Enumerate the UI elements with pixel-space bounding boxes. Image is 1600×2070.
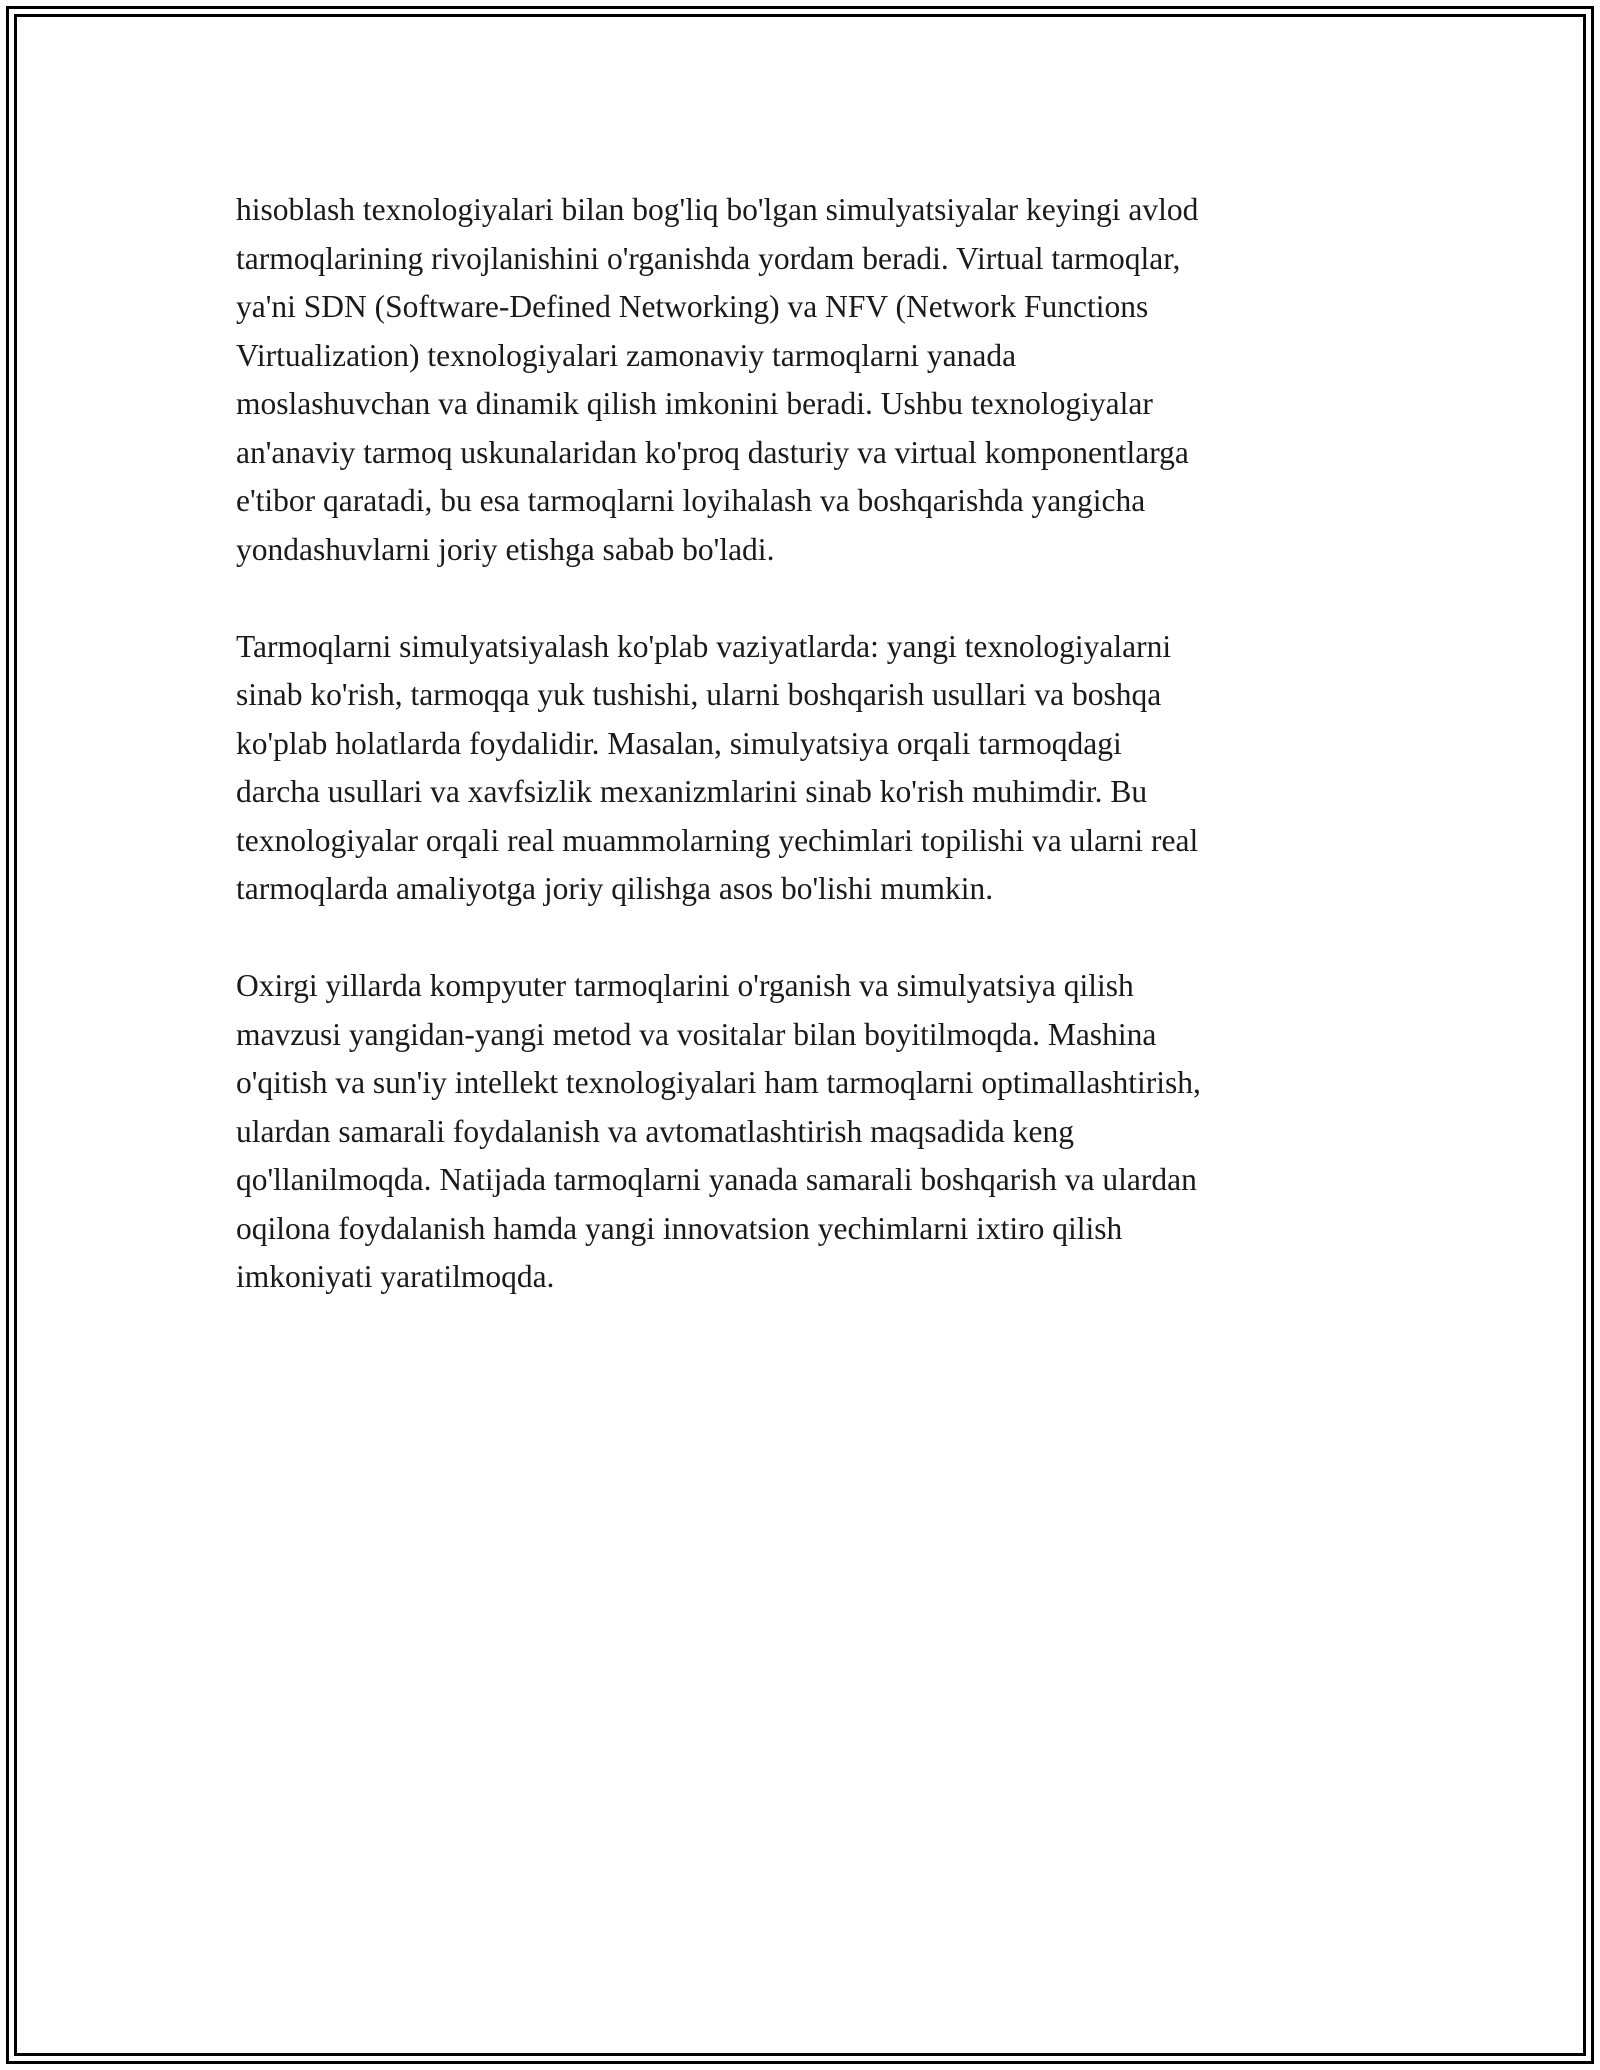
text-line: tarmoqlarining rivojlanishini o'rganishda yordam beradi. Virtual tarmoqlar, bbox=[236, 240, 1181, 276]
text-line: ya'ni SDN (Software-Defined Networking) va NFV (Network Functions bbox=[236, 289, 1149, 324]
text-line: oqilona foydalanish hamda yangi innovatsion yechimlarni ixtiro qilish bbox=[236, 1210, 1123, 1246]
text-line: qo'llanilmoqda. Natijada tarmoqlarni yanada samarali boshqarish va ulardan bbox=[236, 1162, 1197, 1197]
text-line: tarmoqlarda amaliyotga joriy qilishga asos bo'lishi mumkin. bbox=[236, 871, 994, 906]
paragraph-1 bbox=[236, 186, 1376, 574]
text-line: mavzusi yangidan-yangi metod va vositalar bilan boyitilmoqda. Mashina bbox=[236, 1016, 1157, 1052]
text-line: yondashuvlarni joriy etishga sabab bo'ladi. bbox=[236, 531, 775, 567]
text-line: ko'plab holatlarda foydalidir. Masalan, simulyatsiya orqali tarmoqdagi bbox=[236, 725, 1122, 761]
text-line: imkoniyati yaratilmoqda. bbox=[236, 1259, 555, 1294]
text-line: e'tibor qaratadi, bu esa tarmoqlarni loyihalash va boshqarishda yangicha bbox=[236, 483, 1146, 518]
text-line: Tarmoqlarni simulyatsiyalash ko'plab vaziyatlarda: yangi texnologiyalarni bbox=[236, 628, 1172, 664]
text-line: hisoblash texnologiyalari bilan bog'liq bo'lgan simulyatsiyalar keyingi avlod bbox=[236, 192, 1199, 227]
text-line: sinab ko'rish, tarmoqqa yuk tushishi, ularni boshqarish usullari va boshqa bbox=[236, 677, 1162, 712]
text-line: moslashuvchan va dinamik qilish imkonini beradi. Ushbu texnologiyalar bbox=[236, 386, 1153, 421]
paragraph-3 bbox=[236, 962, 1376, 1302]
text-line: o'qitish va sun'iy intellekt texnologiyalari ham tarmoqlarni optimallashtirish, bbox=[236, 1065, 1201, 1100]
paragraph-2 bbox=[236, 623, 1376, 914]
text-line: texnologiyalar orqali real muammolarning yechimlari topilishi va ularni real bbox=[236, 822, 1199, 858]
document-body bbox=[236, 186, 1376, 1350]
text-line: darcha usullari va xavfsizlik mexanizmlarini sinab ko'rish muhimdir. Bu bbox=[236, 774, 1148, 809]
text-line: Oxirgi yillarda kompyuter tarmoqlarini o'rganish va simulyatsiya qilish bbox=[236, 968, 1134, 1003]
text-line: ulardan samarali foydalanish va avtomatlashtirish maqsadida keng bbox=[236, 1113, 1074, 1149]
text-line: an'anaviy tarmoq uskunalaridan ko'proq dasturiy va virtual komponentlarga bbox=[236, 434, 1189, 470]
text-line: Virtualization) texnologiyalari zamonaviy tarmoqlarni yanada bbox=[236, 337, 1017, 373]
